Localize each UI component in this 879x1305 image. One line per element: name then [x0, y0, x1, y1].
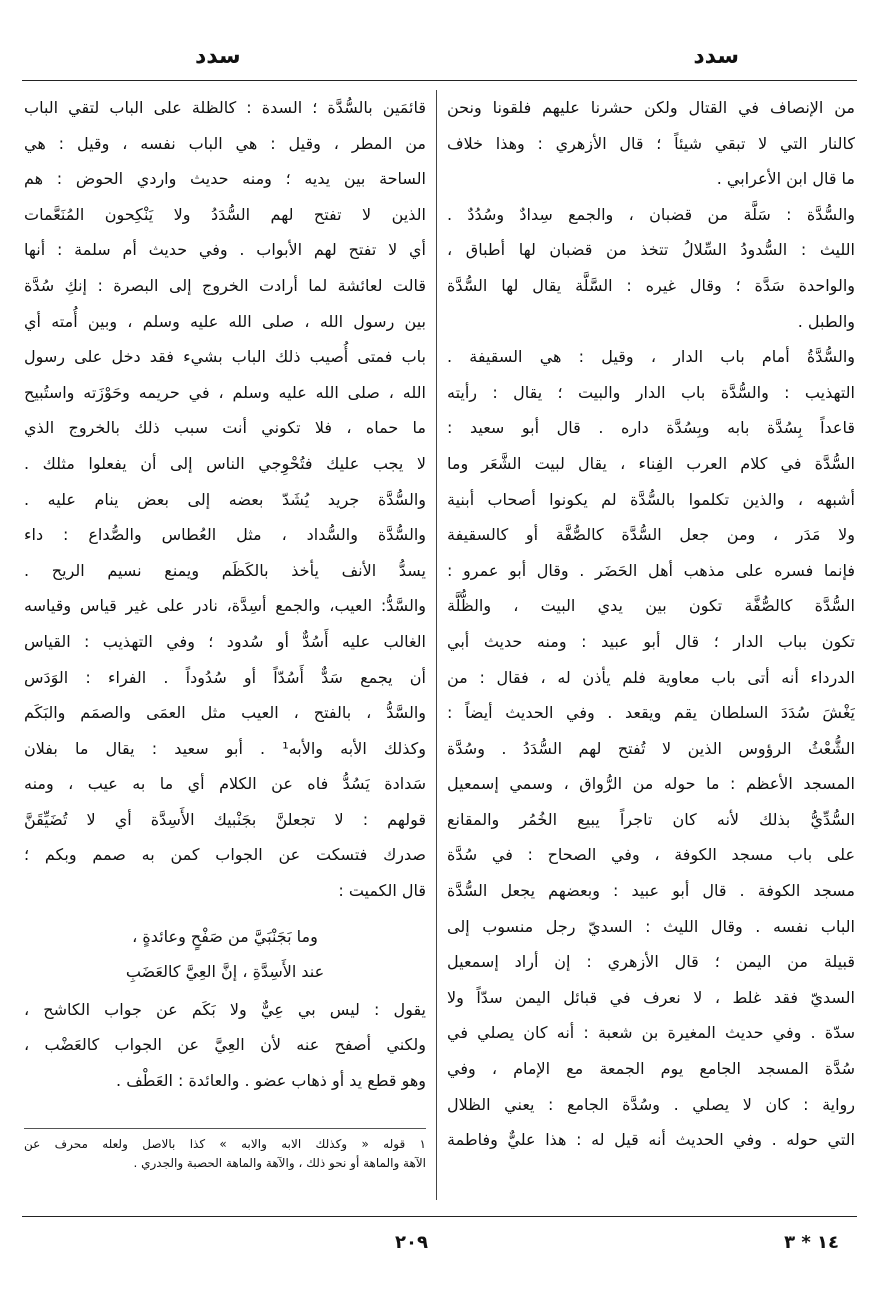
text-line: باب فمتى أُصيب ذلك الباب بشيء فقد دخل على رسول [24, 347, 426, 367]
header-rule [22, 80, 857, 81]
text-line: والسُّدَّةُ أمام باب الدار ، وقيل : هي السقيفة . [447, 347, 855, 367]
running-header-right: سدد [693, 44, 739, 69]
text-line: السُّدِّيُّ بذلك لأنه كان تاجراً يبيع الخُمُر والمقانع [447, 809, 855, 829]
text-line: الغالب عليه أَسُدٌّ أو سُدود ؛ وفي التهذيب : القياس [24, 631, 426, 651]
text-line: ما حماه ، فلا تكوني أنت سبب ذلك بالخروج الذي [24, 418, 426, 438]
text-line: الله ، صلى الله عليه وسلم ، في حريمه وحَوْزَته واستُبيح [24, 382, 426, 402]
text-line: يسدُّ الأنف يأخذ بالكَظَم ويمنع نسيم الريح . [24, 560, 426, 580]
text-line: والسَّدُّ ، بالفتح ، العيب مثل العمَى والصمَم والبَكَم [24, 703, 426, 723]
text-line: التي حوله . وفي الحديث أنه قيل له : هذا عليٌّ وفاطمة [447, 1130, 855, 1150]
text-line: سدّة . وفي حديث المغيرة بن شعبة : أنه كان يصلي في [447, 1023, 855, 1043]
text-line: السُّدَّة كالصُّفَّة تكون بين يدي البيت ، والظُّلَّة [447, 596, 855, 616]
text-line: قائمَين بالسُّدَّة ؛ السدة : كالظلة على الباب لتقي الباب [24, 98, 426, 117]
text-line: كالنار التي لا تبقي شيئاً ؛ قال الأزهري : وهذا خلاف [447, 133, 855, 153]
text-line: أي لا تفتح لهم الأبواب . وفي حديث أم سلمة : أنها [24, 240, 426, 260]
text-line: المسجد الأعظم : ما حوله من الرُّواق ، وسمي إسمعيل [447, 774, 855, 794]
text-line: والواحدة سَدَّة ؛ وقال غيره : السَّلَّة يقال لها السُّدَّة [447, 275, 855, 295]
left-column [24, 90, 426, 1099]
page-number: ٢٠٩ [395, 1232, 428, 1253]
text-line: قاعداً بِسُدَّة بابه وبِسُدَّة داره . قال أبو سعيد : [447, 418, 855, 438]
running-header-left: سدد [195, 44, 241, 69]
right-column [447, 90, 855, 1158]
text-line: الدرداء أنه أتى باب معاوية فلم يأذن له ، فقال : من [447, 667, 855, 687]
text-line: قال الكميت : [338, 881, 426, 901]
text-line: الذين لا تفتح لهم السُّدَدُ ولا يَنْكِحون المُنَعَّمات [24, 204, 426, 224]
text-line: ولا مَدَر ، ومن جعل السُّدَّة كالصُّفَّة أو كالسقيفة [447, 525, 855, 545]
verse-hemistich: عند الأَسِدَّةِ ، إنَّ العِيَّ كالعَضَبِ [125, 962, 325, 982]
footer-rule [22, 1216, 857, 1217]
text-line: والسُّدَّة والسُّداد ، مثل العُطاس والصُّداع : داء [24, 525, 426, 545]
text-line: بين رسول الله ، صلى الله عليه وسلم ، وبين أُمته أي [24, 311, 426, 331]
poem-verse [24, 919, 426, 990]
text-line: يَغْشَ سُدَدَ السلطان يقم ويقعد . وفي الحديث أيضاً : [447, 703, 855, 723]
footnote-line: الآهة والماهة أو نحو ذلك ، والآهة والماهة الحصبة والجدري . [133, 1156, 426, 1170]
column-divider [436, 90, 437, 1200]
text-line: تكون بباب الدار ؛ قال أبو عبيد : ومنه حديث أبي [447, 631, 855, 651]
verse-hemistich: وما بَجَنْبَيَّ من صَفْحٍ وعائدةٍ ، [132, 926, 318, 946]
text-line: وكذلك الأبه والأبه¹ . أبو سعيد : يقال ما بفلان [24, 738, 426, 758]
footnote [24, 1128, 426, 1173]
text-line: التهذيب : والسُّدَّة باب الدار والبيت ؛ يقال : رأيته [447, 382, 855, 402]
text-line: والسَّدُّ: العيب، والجمع أسِدَّة، نادر على غير قياس وقياسه [24, 596, 426, 616]
text-line: من الإنصاف في القتال ولكن حشرنا عليهم فلقونا ونحن [447, 98, 855, 117]
text-line: الساحة بين يديه ؛ ومنه حديث واردي الحوض : هم [24, 169, 426, 189]
text-line: سُدَّة المسجد الجامع يوم الجمعة مع الإمام ، وفي [447, 1059, 855, 1079]
text-line: ولكني أصفح عنه لأن العِيَّ عن الجواب كالعَضْب ، [24, 1035, 426, 1055]
text-line: على باب مسجد الكوفة ، وفي الصحاح : في سُدَّة [447, 845, 855, 865]
text-line: أشبهه ، والذين تكلموا بالسُّدَّة لم يكونوا أصحاب أبنية [447, 489, 855, 509]
footnote-line: ١ قوله « وكذلك الابه والابه » كذا بالاصل ولعله محرف عن [24, 1137, 426, 1151]
text-line: السُّدَّة في كلام العرب الفِناء ، يقال لبيت الشَّعَر وما [447, 453, 855, 473]
text-line: والطبل . [797, 311, 855, 331]
text-line: قولهم : لا تجعلنَّ بجَنْبيك الأَسِدَّة أي لا تُضَيِّقَنَّ [24, 809, 426, 829]
text-line: وهو قطع يد أو ذهاب عضو . والعائدة : العَطْف . [116, 1071, 426, 1091]
text-line: قالت لعائشة لما أرادت الخروج إلى البصرة : إنكِ سُدَّة [24, 275, 426, 295]
text-line: رواية : كان لا يصلي . وسُدَّة الجامع : يعني الظلال [447, 1094, 855, 1114]
text-line: قبيلة من اليمن ؛ قال الأزهري : إن أراد إسمعيل [447, 952, 855, 972]
text-line: والسُّدَّة : سَلَّة من قضبان ، والجمع سِدادٌ وسُدُدٌ . [447, 204, 855, 224]
text-line: أن يجمع سَدٌّ أَسُدّاً أو سُدُوداً . الفراء : الوَدَس [24, 667, 426, 687]
text-line: مسجد الكوفة . قال أبو عبيد : وبعضهم يجعل السُّدَّة [447, 881, 855, 901]
text-line: السديّ فقد غلط ، لا نعرف في قبائل اليمن سدّاً ولا [447, 987, 855, 1007]
text-line: صدرك فتسكت عن الجواب كمن به صمم وبكم ؛ [24, 845, 426, 865]
text-line: يقول : ليس بي عِيٌّ ولا بَكَم عن جواب الكاشح ، [24, 999, 426, 1019]
text-line: والسُّدَّة جريد يُشَدّ بعضه إلى بعض ينام عليه . [24, 489, 426, 509]
text-line: ما قال ابن الأعرابي . [716, 169, 855, 189]
text-line: لا يجب عليك فتُحْوِجي الناس إلى أن يفعلوا مثلك . [24, 453, 426, 473]
text-line: من المطر ، وقيل : هي الباب نفسه ، وقيل : هي [24, 133, 426, 153]
text-line: فإنما فسره على مذهب أهل الحَضَر . وقال أبو عمرو : [447, 560, 855, 580]
text-line: الشُّعْثُ الرؤوس الذين لا تُفتح لهم السُّدَدُ . وسُدَّة [447, 738, 855, 758]
text-line: سَدادة يَسُدُّ فاه عن الكلام أي ما به عيب ، ومنه [24, 774, 426, 794]
text-line: الباب نفسه . وقال الليث : السديّ رجل منسوب إلى [447, 916, 855, 936]
signature-mark: ١٤ * ٣ [784, 1232, 839, 1253]
text-line: الليث : السُّدودُ السِّلالُ تتخذ من قضبان لها أطباق ، [447, 240, 855, 260]
